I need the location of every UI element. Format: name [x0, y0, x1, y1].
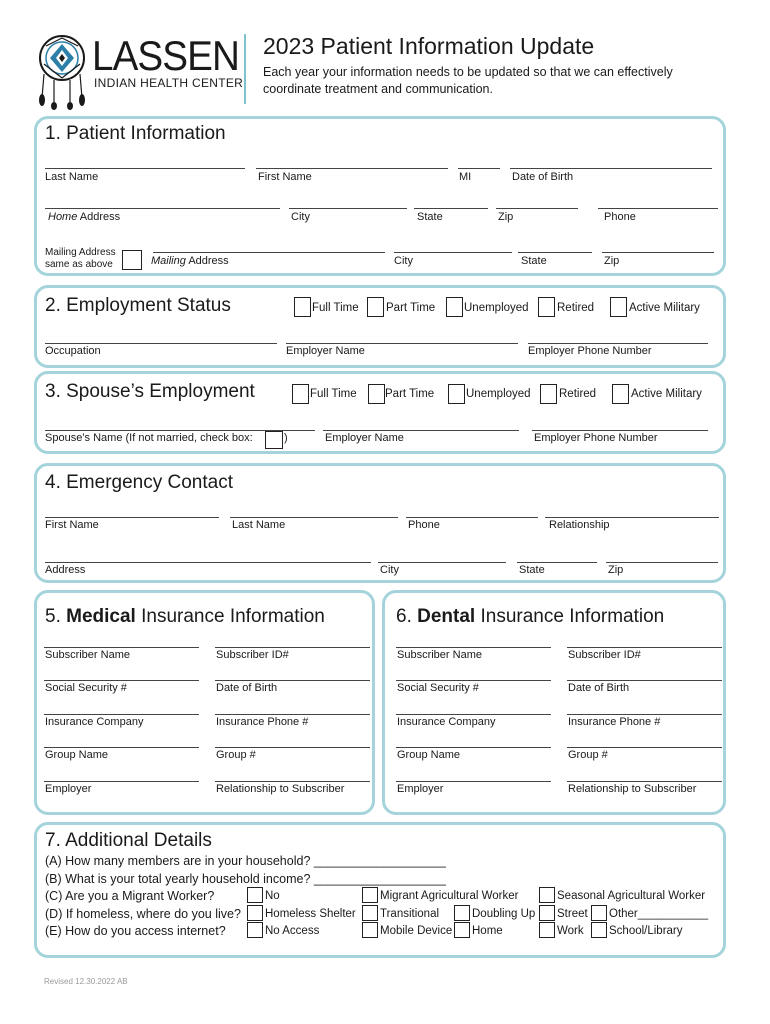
- migrant-no-checkbox[interactable]: [247, 887, 263, 903]
- employer-name-field[interactable]: [286, 343, 518, 344]
- field-label: State: [417, 211, 443, 223]
- checkbox-label: Street: [557, 908, 588, 920]
- section-title: [396, 606, 664, 628]
- spouse-full-time-checkbox[interactable]: [292, 384, 309, 404]
- spouse-active-military-checkbox[interactable]: [612, 384, 629, 404]
- field-label: Address: [45, 564, 86, 576]
- field-label: State: [521, 255, 547, 267]
- question-e: (E) How do you access internet?: [45, 924, 226, 938]
- migrant-agricultural-checkbox[interactable]: [362, 887, 378, 903]
- ec-state-field[interactable]: [517, 562, 597, 563]
- field-label: Employer Name: [325, 432, 404, 444]
- s5-field-line[interactable]: [215, 714, 370, 715]
- field-label: Subscriber ID#: [216, 649, 289, 661]
- checkbox-label: Retired: [557, 302, 595, 314]
- school-library-checkbox[interactable]: [591, 922, 607, 938]
- unemployed-checkbox[interactable]: [446, 297, 463, 317]
- transitional-checkbox[interactable]: [362, 905, 378, 921]
- checkbox-label: Mobile Device: [380, 925, 453, 937]
- s5-field-line[interactable]: [44, 781, 199, 782]
- not-married-checkbox[interactable]: [265, 431, 283, 449]
- part-time-checkbox[interactable]: [367, 297, 384, 317]
- field-label: Subscriber Name: [45, 649, 130, 661]
- checkbox-label: No: [265, 890, 280, 902]
- s5-field-line[interactable]: [215, 781, 370, 782]
- title-bold: Dental: [417, 606, 476, 627]
- brand-subtitle: INDIAN HEALTH CENTER: [94, 76, 244, 90]
- revised-note: Revised 12.30.2022 AB: [44, 977, 128, 986]
- ec-address-field[interactable]: [45, 562, 371, 563]
- section-title: [45, 606, 325, 628]
- title-prefix: 5.: [45, 606, 67, 627]
- field-label: ): [284, 432, 288, 444]
- mobile-device-checkbox[interactable]: [362, 922, 378, 938]
- field-label: Relationship to Subscriber: [568, 783, 697, 795]
- mailing-address-field[interactable]: [153, 252, 385, 253]
- title-prefix: 6.: [396, 606, 418, 627]
- spouse-employer-phone-field[interactable]: [532, 430, 708, 431]
- field-label: Social Security #: [45, 682, 127, 694]
- field-label: Insurance Company: [397, 716, 496, 728]
- field-label: Group #: [568, 749, 608, 761]
- ec-city-field[interactable]: [378, 562, 506, 563]
- s5-field-line[interactable]: [44, 714, 199, 715]
- no-access-checkbox[interactable]: [247, 922, 263, 938]
- other-checkbox[interactable]: [591, 905, 607, 921]
- field-label: Employer Name: [286, 345, 365, 357]
- s6-field-line[interactable]: [567, 647, 722, 648]
- mailing-state-field[interactable]: [518, 252, 592, 253]
- field-label: First Name: [45, 519, 99, 531]
- field-label: Date of Birth: [512, 171, 574, 183]
- section-title: 7. Additional Details: [45, 830, 212, 851]
- field-label: Subscriber ID#: [568, 649, 641, 661]
- field-label: Relationship to Subscriber: [216, 783, 345, 795]
- mailing-zip-field[interactable]: [602, 252, 714, 253]
- checkbox-label: Active Military: [629, 302, 700, 314]
- field-label: First Name: [258, 171, 312, 183]
- spouse-retired-checkbox[interactable]: [540, 384, 557, 404]
- checkbox-label: Retired: [559, 388, 597, 400]
- checkbox-label: Home: [472, 925, 503, 937]
- occupation-field[interactable]: [45, 343, 277, 344]
- title-suffix: Insurance Information: [135, 606, 325, 627]
- title-suffix: Insurance Information: [475, 606, 665, 627]
- last-name-field[interactable]: [45, 168, 245, 169]
- field-label: Last Name: [45, 171, 99, 183]
- field-label: Subscriber Name: [397, 649, 482, 661]
- field-label: State: [519, 564, 545, 576]
- question-c: (C) Are you a Migrant Worker?: [45, 889, 215, 903]
- home-checkbox[interactable]: [454, 922, 470, 938]
- checkbox-label: Transitional: [380, 908, 440, 920]
- field-label: City: [394, 255, 413, 267]
- checkbox-label: Migrant Agricultural Worker: [380, 890, 519, 902]
- mailing-city-field[interactable]: [394, 252, 512, 253]
- section-title: 4. Emergency Contact: [45, 472, 233, 493]
- ec-phone-field[interactable]: [406, 517, 538, 518]
- s6-field-line[interactable]: [567, 747, 722, 748]
- field-label: [151, 255, 229, 268]
- field-label: City: [291, 211, 310, 223]
- s5-field-line[interactable]: [215, 680, 370, 681]
- work-checkbox[interactable]: [539, 922, 555, 938]
- address-label: Address: [188, 255, 229, 267]
- field-label: Social Security #: [397, 682, 479, 694]
- s6-field-line[interactable]: [396, 714, 551, 715]
- address-label: Address: [79, 211, 121, 223]
- checkbox-label: School/Library: [609, 925, 683, 937]
- seasonal-agricultural-checkbox[interactable]: [539, 887, 555, 903]
- field-label: City: [380, 564, 399, 576]
- field-label: Group #: [216, 749, 256, 761]
- full-time-checkbox[interactable]: [294, 297, 311, 317]
- state-field[interactable]: [414, 208, 488, 209]
- s6-field-line[interactable]: [396, 647, 551, 648]
- section-title: 2. Employment Status: [45, 295, 231, 316]
- section-title: 3. Spouse’s Employment: [45, 381, 255, 402]
- checkbox-label: Part Time: [386, 302, 436, 314]
- employer-phone-field[interactable]: [528, 343, 708, 344]
- checkbox-label: Seasonal Agricultural Worker: [557, 890, 706, 902]
- s5-field-line[interactable]: [44, 680, 199, 681]
- spouse-part-time-checkbox[interactable]: [368, 384, 385, 404]
- header-divider: [244, 34, 246, 104]
- checkbox-label: Part Time: [385, 388, 435, 400]
- s6-field-line[interactable]: [567, 781, 722, 782]
- mailing-same-label: Mailing Address: [45, 247, 116, 258]
- page-description: Each year your information needs to be updated so that we can effectively coordinate treatment and communication.: [263, 65, 673, 96]
- section-title: 1. Patient Information: [45, 123, 226, 144]
- title-bold: Medical: [66, 606, 136, 627]
- field-label: Last Name: [232, 519, 286, 531]
- active-military-checkbox[interactable]: [610, 297, 627, 317]
- question-b: (B) What is your total yearly household income? ___________________: [45, 872, 446, 886]
- question-a: (A) How many members are in your household? ___________________: [45, 854, 446, 868]
- page-title: 2023 Patient Information Update: [263, 33, 595, 59]
- field-label: Occupation: [45, 345, 101, 357]
- brand-name: LASSEN: [92, 32, 239, 79]
- field-label: MI: [459, 171, 472, 183]
- field-label: Employer Phone Number: [528, 345, 652, 357]
- doubling-up-checkbox[interactable]: [454, 905, 470, 921]
- street-checkbox[interactable]: [539, 905, 555, 921]
- home-address-field[interactable]: [45, 208, 280, 209]
- home-label: Home: [48, 211, 78, 223]
- s6-field-line[interactable]: [396, 747, 551, 748]
- field-label: Zip: [498, 211, 514, 223]
- s5-field-line[interactable]: [215, 747, 370, 748]
- field-label: Employer: [397, 783, 444, 795]
- field-label: Zip: [608, 564, 624, 576]
- spouse-employer-name-field[interactable]: [323, 430, 519, 431]
- field-label: Date of Birth: [568, 682, 630, 694]
- checkbox-label: No Access: [265, 925, 320, 937]
- checkbox-label: Other___________: [609, 908, 709, 920]
- checkbox-label: Homeless Shelter: [265, 908, 356, 920]
- dob-field[interactable]: [510, 168, 712, 169]
- checkbox-label: Work: [557, 925, 584, 937]
- field-label: Zip: [604, 255, 620, 267]
- s6-field-line[interactable]: [396, 781, 551, 782]
- s6-field-line[interactable]: [396, 680, 551, 681]
- field-label: Phone: [604, 211, 636, 223]
- city-field[interactable]: [289, 208, 407, 209]
- mi-field[interactable]: [458, 168, 500, 169]
- mailing-same-label: same as above: [45, 259, 113, 270]
- mailing-label: Mailing: [151, 255, 186, 267]
- first-name-field[interactable]: [256, 168, 448, 169]
- field-label: Date of Birth: [216, 682, 278, 694]
- field-label: Group Name: [397, 749, 460, 761]
- ec-relationship-field[interactable]: [545, 517, 719, 518]
- s5-field-line[interactable]: [44, 747, 199, 748]
- field-label: Spouse’s Name (If not married, check box:: [45, 432, 253, 444]
- field-label: [48, 211, 120, 224]
- phone-field[interactable]: [598, 208, 718, 209]
- spouse-unemployed-checkbox[interactable]: [448, 384, 465, 404]
- field-label: Group Name: [45, 749, 108, 761]
- checkbox-label: Unemployed: [464, 302, 529, 314]
- checkbox-label: Unemployed: [466, 388, 531, 400]
- ec-first-name-field[interactable]: [45, 517, 219, 518]
- question-d: (D) If homeless, where do you live?: [45, 907, 241, 921]
- zip-field[interactable]: [496, 208, 578, 209]
- dreamcatcher-logo-icon: [36, 34, 96, 110]
- s6-field-line[interactable]: [567, 680, 722, 681]
- ec-zip-field[interactable]: [606, 562, 718, 563]
- checkbox-label: Full Time: [310, 388, 357, 400]
- field-label: Insurance Phone #: [568, 716, 661, 728]
- field-label: Phone: [408, 519, 440, 531]
- checkbox-label: Doubling Up: [472, 908, 536, 920]
- field-label: Relationship: [549, 519, 610, 531]
- mailing-same-checkbox[interactable]: [122, 250, 142, 270]
- s5-field-line[interactable]: [215, 647, 370, 648]
- homeless-shelter-checkbox[interactable]: [247, 905, 263, 921]
- field-label: Insurance Company: [45, 716, 144, 728]
- ec-last-name-field[interactable]: [230, 517, 398, 518]
- field-label: Employer Phone Number: [534, 432, 658, 444]
- checkbox-label: Full Time: [312, 302, 359, 314]
- s5-field-line[interactable]: [44, 647, 199, 648]
- retired-checkbox[interactable]: [538, 297, 555, 317]
- field-label: Insurance Phone #: [216, 716, 309, 728]
- checkbox-label: Active Military: [631, 388, 702, 400]
- s6-field-line[interactable]: [567, 714, 722, 715]
- field-label: Employer: [45, 783, 92, 795]
